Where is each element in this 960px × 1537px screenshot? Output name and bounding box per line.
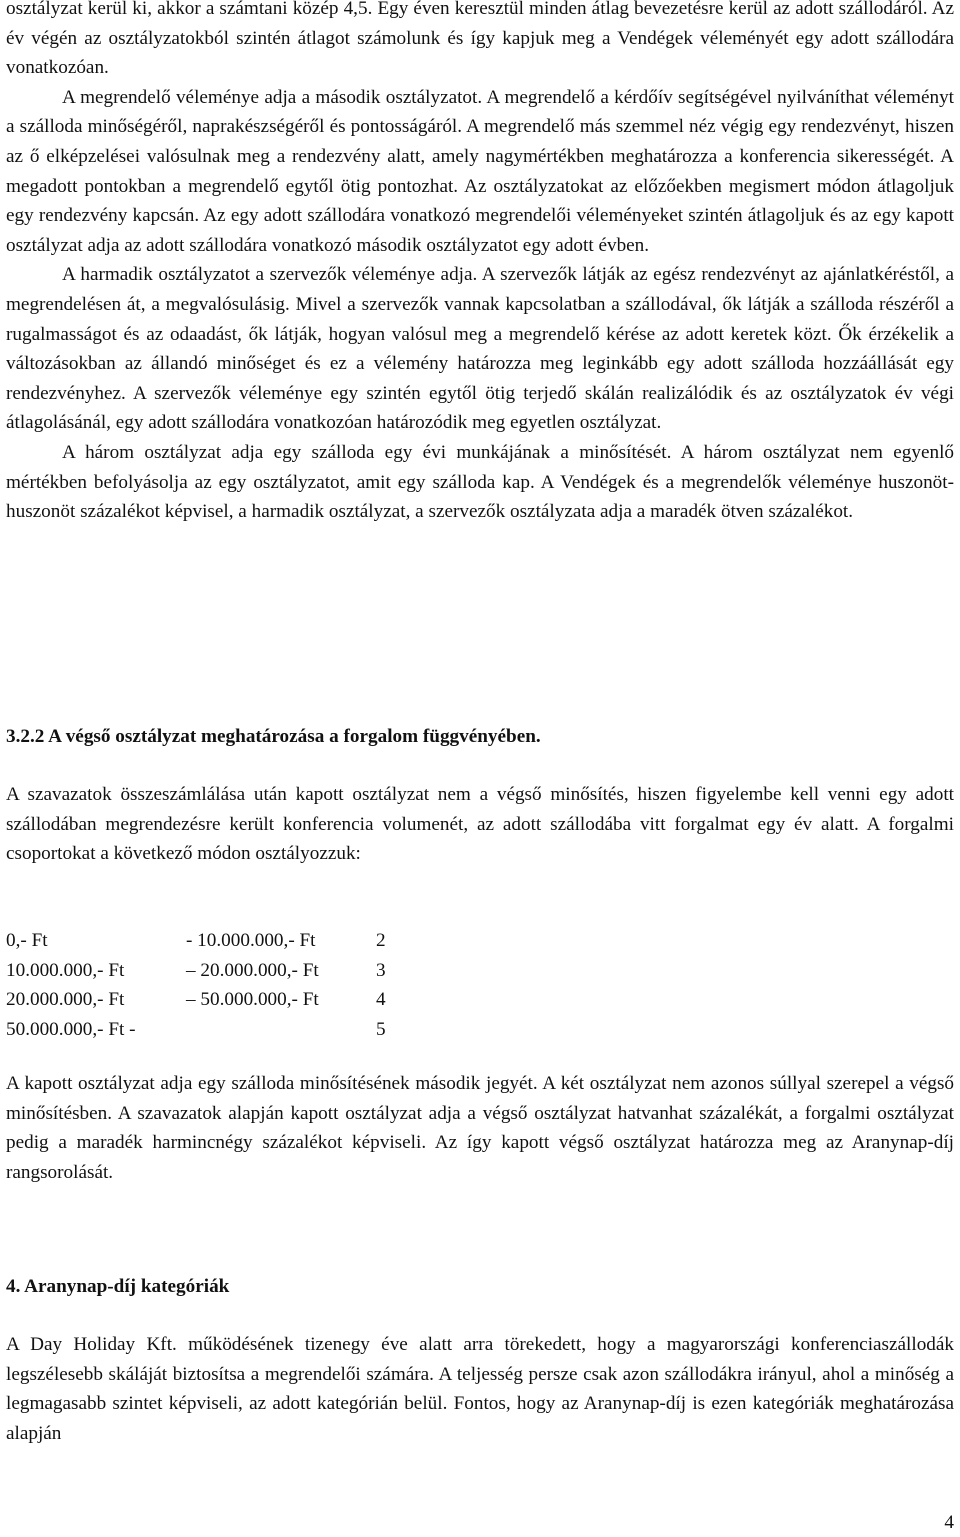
paragraph: osztályzat kerül ki, akkor a számtani közép 4,5. Egy éven keresztül minden átlag bevezetésre kerül az adott szállodáról. Az év végén az osztályzatokból szintén átlagot számolunk és így kapjuk meg a Vendégek véleményét egy adott szállodára vonatkozóan. (6, 0, 954, 79)
range-from: 0,- Ft (6, 930, 48, 951)
section-heading-3-2-2: 3.2.2 A végső osztályzat meghatározása a forgalom függvényében. (6, 726, 541, 747)
range-from: 50.000.000,- Ft - (6, 1018, 136, 1040)
grade: 2 (376, 930, 386, 951)
top-paragraphs (6, 0, 954, 527)
section-heading-4: 4. Aranynap-díj kategóriák (6, 1276, 230, 1297)
paragraph: A megrendelő véleménye adja a második osztályzatot. A megrendelő a kérdőív segítségével nyilváníthat véleményt a szálloda minőségéről, naprakészségéről és pontosságáról. A megrendelő más szemmel néz végig egy rendezvényt, hiszen az ő elképzelései valósulnak meg a rendezvény alatt, amely nagymértékben meghatározza a konferencia sikerességét. A megadott pontokban a megrendelő egytől ötig pontozhat. Az osztályzatokat az előzőekben megismert módon átlagoljuk egy rendezvény kapcsán. Az egy adott szállodára vonatkozó megrendelői véleményeket szintén átlagoljuk és az egy kapott osztályzat adja az adott szállodára vonatkozó második osztályzatot egy adott évben. (6, 86, 954, 256)
range-to: – 20.000.000,- Ft (186, 959, 319, 981)
table-row (6, 956, 426, 986)
range-to: - 10.000.000,- Ft (186, 930, 316, 951)
table-row (6, 926, 426, 956)
paragraph: A kapott osztályzat adja egy szálloda minősítésének második jegyét. A két osztályzat nem azonos súllyal szerepel a végső minősítésben. A szavazatok alapján kapott osztályzat adja a végső osztályzat hatvanhat százalékát, a forgalmi osztályzat pedig a maradék harmincnégy százalékot képviseli. Az így kapott végső osztályzat határozza meg az Aranynap-díj rangsorolását. (6, 1073, 954, 1183)
range-to: – 50.000.000,- Ft (186, 989, 319, 1011)
grade: 5 (376, 1018, 386, 1040)
paragraph: A három osztályzat adja egy szálloda egy évi munkájának a minősítését. A három osztályzat nem egyenlő mértékben befolyásolja az egy osztályzatot, amit egy szálloda kap. A Vendégek és a megrendelők véleménye huszonöt-huszonöt százalékot képvisel, a harmadik osztályzat, a szervezők osztályzata adja a maradék ötven százalékot. (6, 441, 954, 523)
range-from: 10.000.000,- Ft (6, 959, 125, 981)
range-to (186, 1015, 376, 1045)
range-from: 20.000.000,- Ft (6, 989, 125, 1011)
grade: 4 (376, 989, 386, 1011)
paragraph: A szavazatok összeszámlálása után kapott osztályzat nem a végső minősítés, hiszen figyelembe kell venni egy adott szállodában megrendezésre került konferencia volumenét, az adott szállodába vitt forgalmat egy év alatt. A forgalmi csoportokat a következő módon osztályozzuk: (6, 784, 954, 865)
table-row (6, 1015, 426, 1045)
table-row (6, 985, 426, 1015)
turnover-grade-table (6, 926, 426, 1044)
paragraph: A Day Holiday Kft. működésének tizenegy éve alatt arra törekedett, hogy a magyarországi konferenciaszállodák legszélesebb skáláját biztosítsa a megrendelői számára. A teljesség persze csak azon szállodákra irányul, ahol a minőség a legmagasabb szintet képviseli, az adott kategórián belül. Fontos, hogy az Aranynap-díj is ezen kategóriák meghatározása alapján (6, 1334, 954, 1444)
page-number: 4 (944, 1512, 954, 1533)
paragraph: A harmadik osztályzatot a szervezők véleménye adja. A szervezők látják az egész rendezvényt az ajánlatkéréstől, a megrendelésen át, a megvalósulásig. Mivel a szervezők vannak kapcsolatban a szállodával, ők látják a szálloda részéről a rugalmasságot és az odaadást, ők látják, hogyan valósul meg a megrendelő kérése az adott keretek közt. Ők érzékelik a változásokban az állandó minőséget és ez a vélemény határozza meg leginkább egy adott szálloda hozzáállását egy rendezvényhez. A szervezők véleménye egy szintén egytől ötig terjedő skálán realizálódik és az osztályzatok év végi átlagolásánál, egy adott szállodára vonatkozóan határozódik meg egyetlen osztályzat. (6, 264, 954, 434)
grade: 3 (376, 959, 386, 981)
